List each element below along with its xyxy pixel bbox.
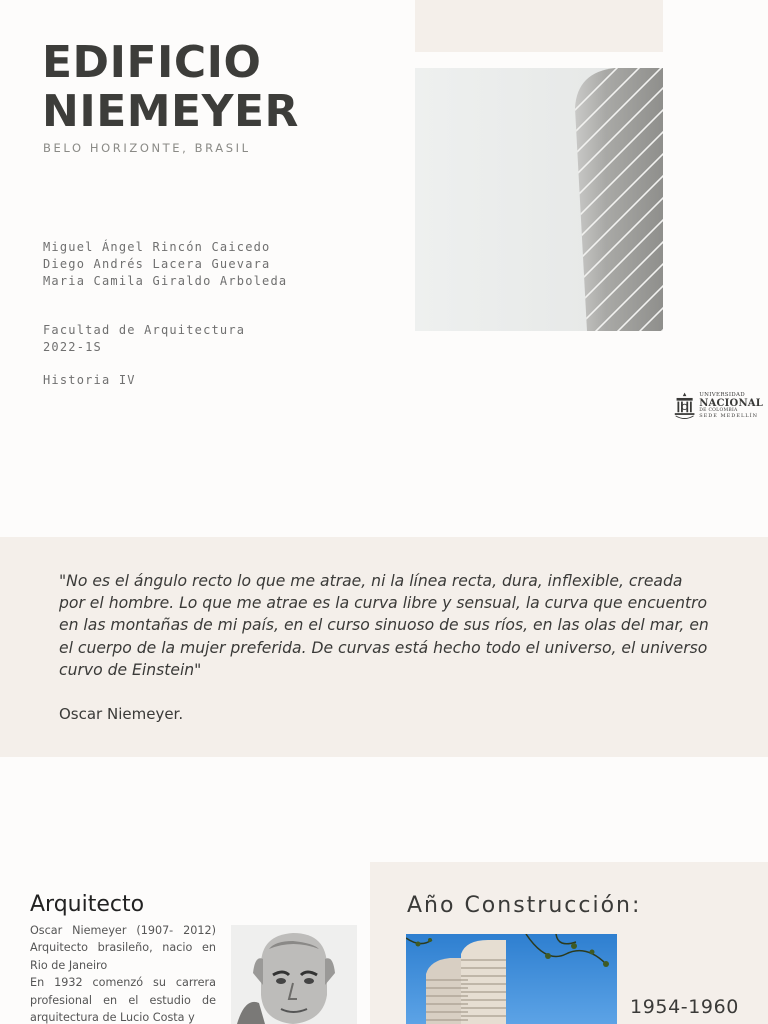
title-line-2: NIEMEYER [42,86,299,137]
architect-bio-paragraph: En 1932 comenzó su carrera profesional en el estudio de arquitectura de Lucio Costa y [30,976,216,1024]
university-seal-icon [673,389,696,423]
author-name: Maria Camila Giraldo Arboleda [43,274,288,288]
architect-bio [30,922,216,1024]
university-logo [673,386,763,426]
logo-line-3: DE COLOMBIA [699,407,738,413]
page-title [42,38,299,136]
location-subtitle: BELO HORIZONTE, BRASIL [43,141,251,155]
niemeyer-quote: "No es el ángulo recto lo que me atrae, ni la línea recta, dura, inflexible, creada por el hombre. Lo que me atrae es la curva libre y sensual, la curva que encuentro en las montañas de mi país, en el curso sinuoso de sus ríos, en las olas del mar, en el cuerpo de la mujer preferida. De curvas está hecho todo el universo, el universo curvo de Einstein" [59,572,709,679]
logo-line-1: UNIVERSIDAD [699,392,745,398]
term: 2022-1S [43,340,102,354]
architect-portrait-photo [231,925,357,1024]
quote-author [59,705,183,723]
construction-year-heading: Año Construcción: [407,893,642,918]
architect-heading: Arquitecto [30,892,145,917]
title-line-1: EDIFICIO [42,37,262,88]
construction-years: 1954-1960 [630,996,739,1018]
building-exterior-photo [406,934,617,1024]
authors-list [43,239,287,290]
author-name: Miguel Ángel Rincón Caicedo [43,240,271,254]
logo-line-4: SEDE MEDELLÍN [699,413,758,419]
top-decorative-block [415,0,663,52]
course-name: Historia IV [43,373,136,387]
building-facade-photo [415,68,663,331]
faculty-name: Facultad de Arquitectura [43,323,246,337]
author-name: Diego Andrés Lacera Guevara [43,257,271,271]
architect-bio-paragraph: Oscar Niemeyer (1907- 2012) Arquitecto brasileño, nacio en Rio de Janeiro [30,924,216,972]
logo-line-2: NACIONAL [699,397,763,409]
faculty-info [43,322,245,356]
quote-author-period: . [178,705,184,723]
quote-author-name: Oscar Niemeyer [59,705,179,723]
